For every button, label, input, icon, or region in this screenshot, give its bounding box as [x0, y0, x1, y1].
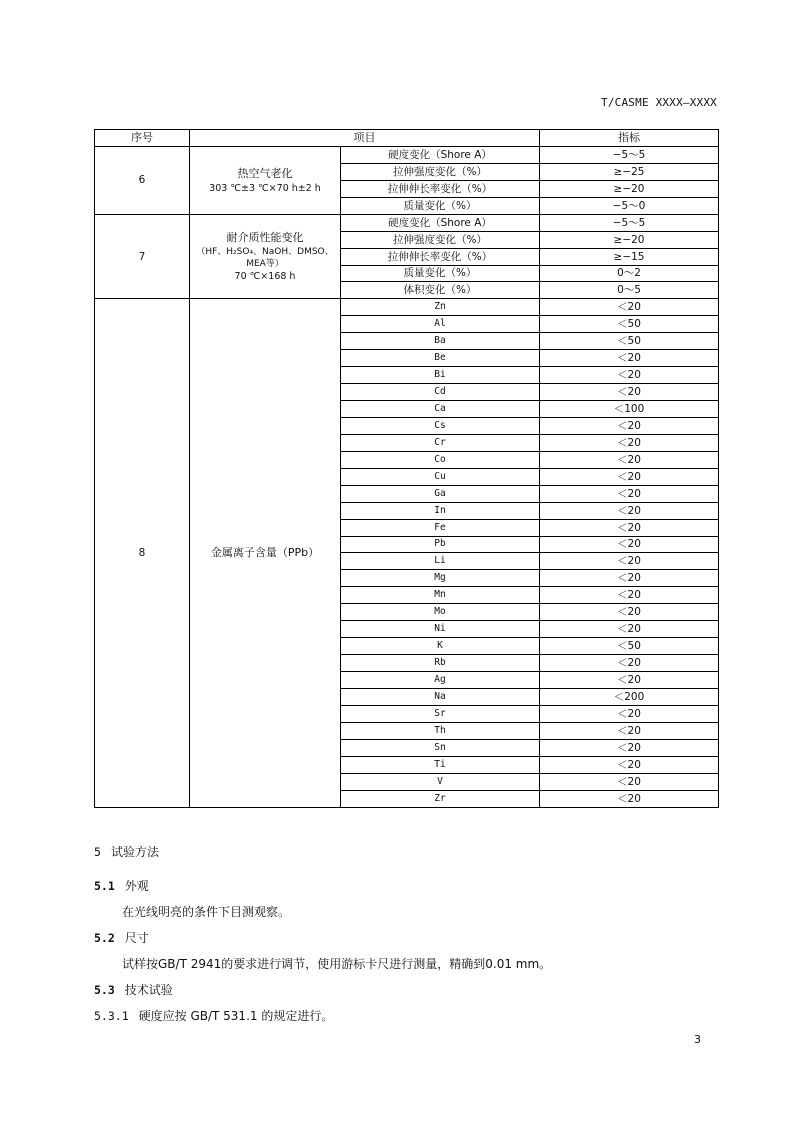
value-cell: ＜20 [540, 655, 719, 672]
section-title: 试验方法 [110, 845, 159, 859]
group-name: 耐介质性能变化 [226, 231, 304, 245]
value-cell: ＜20 [540, 468, 719, 485]
item-cell: Be [341, 350, 540, 367]
value-cell: ＜50 [540, 333, 719, 350]
document-code: T/CASME XXXX—XXXX [601, 96, 717, 109]
test-group [190, 214, 341, 299]
value-cell: ＜20 [540, 739, 719, 756]
value-cell: ＜100 [540, 401, 719, 418]
value-cell: ＜20 [540, 587, 719, 604]
value-cell: ＜20 [540, 604, 719, 621]
group-media: （HF、H₂SO₄、NaOH、DMSO、MEA等） [196, 247, 334, 270]
item-cell: 拉伸伸长率变化（%） [341, 248, 540, 265]
header-index: 指标 [540, 130, 719, 147]
row-number: 7 [95, 214, 190, 299]
value-cell: ＜20 [540, 536, 719, 553]
test-group [190, 146, 341, 214]
table-header-row [95, 130, 719, 147]
item-cell: 硬度变化（Shore A） [341, 214, 540, 231]
item-cell: 质量变化（%） [341, 197, 540, 214]
item-cell: 拉伸强度变化（%） [341, 163, 540, 180]
requirements-table [94, 129, 719, 808]
value-cell: ＜20 [540, 705, 719, 722]
value-cell: −5～0 [540, 197, 719, 214]
item-cell: Fe [341, 519, 540, 536]
value-cell: ＜20 [540, 417, 719, 434]
item-cell: Sr [341, 705, 540, 722]
value-cell: ＜20 [540, 350, 719, 367]
item-cell: Cu [341, 468, 540, 485]
item-cell: Zn [341, 299, 540, 316]
row-number: 6 [95, 146, 190, 214]
value-cell: ＜20 [540, 570, 719, 587]
item-cell: Ni [341, 621, 540, 638]
section-5-2: 5.2 尺寸 [94, 931, 149, 945]
group-condition: 70 ℃×168 h [234, 271, 296, 283]
value-cell: ＜200 [540, 688, 719, 705]
value-cell: ＜20 [540, 621, 719, 638]
item-cell: Sn [341, 739, 540, 756]
item-cell: Cr [341, 434, 540, 451]
section-title: 尺寸 [124, 931, 149, 945]
item-cell: Al [341, 316, 540, 333]
section-title: 外观 [124, 879, 149, 893]
item-cell: 拉伸强度变化（%） [341, 231, 540, 248]
value-cell: ≥−15 [540, 248, 719, 265]
header-no: 序号 [95, 130, 190, 147]
value-cell: ≥−20 [540, 231, 719, 248]
group-condition: 303 ℃±3 ℃×70 h±2 h [209, 182, 321, 194]
value-cell: ＜20 [540, 299, 719, 316]
value-cell: 0～5 [540, 282, 719, 299]
item-cell: Mn [341, 587, 540, 604]
value-cell: ＜20 [540, 773, 719, 790]
value-cell: ＜50 [540, 638, 719, 655]
value-cell: ＜20 [540, 790, 719, 807]
item-cell: Na [341, 688, 540, 705]
paragraph: 试样按GB/T 2941的要求进行调节，使用游标卡尺进行测量，精确到0.01 mm。 [122, 957, 552, 971]
value-cell: ＜20 [540, 367, 719, 384]
item-cell: Pb [341, 536, 540, 553]
group-name: 热空气老化 [237, 166, 293, 180]
value-cell: ＜20 [540, 756, 719, 773]
value-cell: 0～2 [540, 265, 719, 282]
section-5-3-1: 5.3.1 硬度应按 GB/T 531.1 的规定进行。 [94, 1009, 334, 1023]
table-row [95, 299, 719, 316]
section-5: 5 试验方法 [94, 845, 159, 859]
paragraph: 硬度应按 GB/T 531.1 的规定进行。 [138, 1009, 334, 1023]
value-cell: ＜20 [540, 502, 719, 519]
item-cell: In [341, 502, 540, 519]
table-row [95, 214, 719, 231]
item-cell: Ca [341, 401, 540, 418]
item-cell: Ag [341, 672, 540, 689]
value-cell: ≥−25 [540, 163, 719, 180]
value-cell: ＜20 [540, 722, 719, 739]
group-name: 金属离子含量（PPb） [210, 545, 320, 559]
section-5-1: 5.1 外观 [94, 879, 149, 893]
item-cell: Ti [341, 756, 540, 773]
test-group [190, 299, 341, 807]
item-cell: Mo [341, 604, 540, 621]
value-cell: ＜20 [540, 434, 719, 451]
item-cell: 拉伸伸长率变化（%） [341, 180, 540, 197]
item-cell: Ga [341, 485, 540, 502]
item-cell: Cs [341, 417, 540, 434]
item-cell: 质量变化（%） [341, 265, 540, 282]
table-row [95, 146, 719, 163]
item-cell: Cd [341, 384, 540, 401]
item-cell: Li [341, 553, 540, 570]
value-cell: ＜50 [540, 316, 719, 333]
value-cell: ≥−20 [540, 180, 719, 197]
value-cell: −5～5 [540, 214, 719, 231]
value-cell: ＜20 [540, 672, 719, 689]
section-title: 技术试验 [124, 983, 173, 997]
value-cell: ＜20 [540, 553, 719, 570]
header-item: 项目 [190, 130, 540, 147]
item-cell: 硬度变化（Shore A） [341, 146, 540, 163]
value-cell: ＜20 [540, 485, 719, 502]
row-number: 8 [95, 299, 190, 807]
item-cell: Ba [341, 333, 540, 350]
item-cell: 体积变化（%） [341, 282, 540, 299]
paragraph: 在光线明亮的条件下目测观察。 [122, 905, 291, 919]
value-cell: ＜20 [540, 384, 719, 401]
page-number: 3 [694, 1033, 701, 1046]
section-5-3: 5.3 技术试验 [94, 983, 173, 997]
item-cell: Zr [341, 790, 540, 807]
value-cell: ＜20 [540, 519, 719, 536]
value-cell: −5～5 [540, 146, 719, 163]
item-cell: Mg [341, 570, 540, 587]
value-cell: ＜20 [540, 451, 719, 468]
item-cell: Bi [341, 367, 540, 384]
item-cell: Th [341, 722, 540, 739]
item-cell: K [341, 638, 540, 655]
item-cell: V [341, 773, 540, 790]
item-cell: Rb [341, 655, 540, 672]
item-cell: Co [341, 451, 540, 468]
